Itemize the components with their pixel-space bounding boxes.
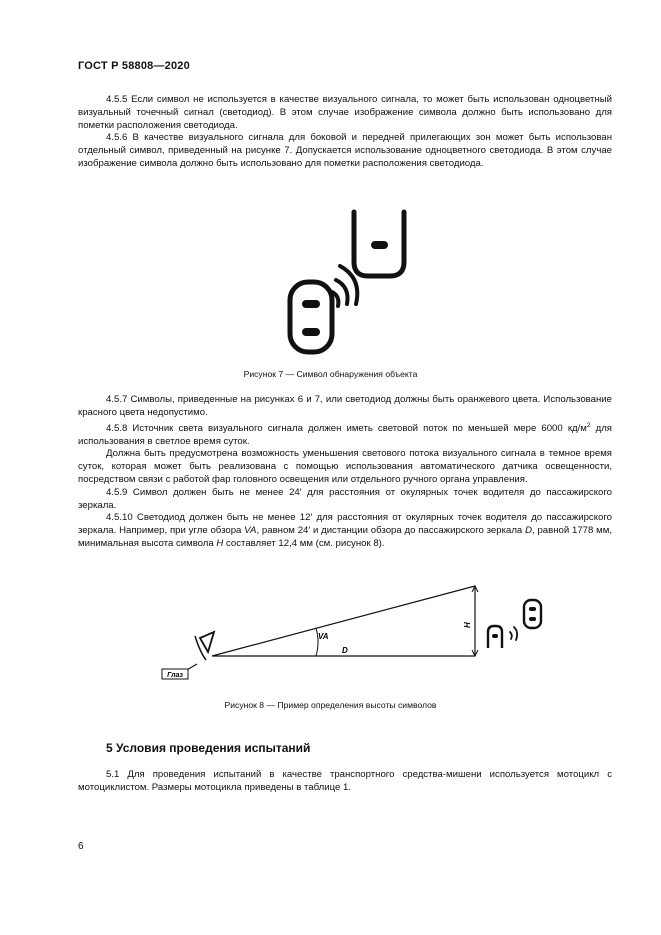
paragraph-4-5-10: 4.5.10 Светодиод должен быть не менее 12′ для расстояния от окулярных точек водителя до пассажирского зеркала. Например, при угле обзора VA, равном 24′ и дистанции обзора до пассажирского зеркала D, равной 1778 мм, минимальная высота символа H составляет 12,4 мм (см. рисунок 8). — [78, 512, 612, 549]
small-car-icon — [524, 600, 541, 628]
d-label: D — [342, 646, 348, 655]
paragraph-4-5-8: 4.5.8 Источник света визуального сигнала должен иметь световой поток по меньшей мере 6000 $кд/м^2$ для использования в светлое время суток. — [78, 421, 612, 447]
paragraph-4-5-9: 4.5.9 Символ должен быть не менее 24′ для расстояния от окулярных точек водителя до пассажирского зеркала. — [78, 486, 612, 511]
paragraph-brightness-reduction: Должна быть предусмотрена возможность уменьшения светового потока визуального сигнала в темное время суток, которая может быть реализована с помощью использования автоматического датчика освещенности, посредством связи с работой фар головного освещения или отдельного ручного органа управления. — [78, 448, 612, 485]
paragraph-4-5-6: 4.5.6 В качестве визуального сигнала для боковой и передней прилегающих зон может быть использован отдельный символ, приведенный на рисунке 7. Допускается использование одноцветного светодиода. В этом случае изображение символа должно быть использовано для пометки расположения светодиода. — [78, 132, 612, 169]
paragraph-4-5-5: 4.5.5 Если символ не используется в качестве визуального сигнала, то может быть использован одноцветный визуальный точечный сигнал (светодиод). В этом случае изображение символа должно быть использовано для пометки расположения светодиода. — [78, 94, 612, 131]
paragraph-block-2 — [78, 394, 612, 551]
eye-icon — [200, 632, 214, 652]
va-label: VA — [318, 632, 329, 641]
lower-car-rear-window-icon — [302, 328, 320, 336]
page-number: 6 — [78, 841, 84, 852]
figure-7-object-detection-symbol — [280, 208, 410, 358]
lower-car-front-window-icon — [302, 300, 320, 308]
paragraph-5-1: 5.1 Для проведения испытаний в качестве транспортного средства-мишени используется мотоцикл с мотоциклистом. Размеры мотоцикла приведены в таблице 1. — [78, 769, 612, 793]
figure-8-caption: Рисунок 8 — Пример определения высоты символов — [224, 700, 437, 710]
document-header: ГОСТ Р 58808—2020 — [78, 60, 190, 72]
lower-car-icon — [290, 282, 332, 352]
paragraph-4-5-7: 4.5.7 Символы, приведенные на рисунках 6 и 7, или светодиод должны быть оранжевого цвета. Использование красного цвета недопустимо. — [78, 394, 612, 418]
h-label: H — [463, 622, 472, 628]
section-5-heading: 5 Условия проведения испытаний — [106, 741, 311, 755]
eye-label: Глаз — [167, 672, 183, 679]
paragraph-block-3 — [78, 769, 612, 795]
signal-wave-icon — [514, 627, 517, 640]
paragraph-block-1 — [78, 94, 612, 171]
upper-car-window-icon — [371, 241, 388, 249]
figure-8-symbol-height-diagram — [150, 580, 560, 690]
figure-7-caption: Рисунок 7 — Символ обнаружения объекта — [243, 369, 418, 379]
signal-wave-icon — [510, 632, 512, 639]
